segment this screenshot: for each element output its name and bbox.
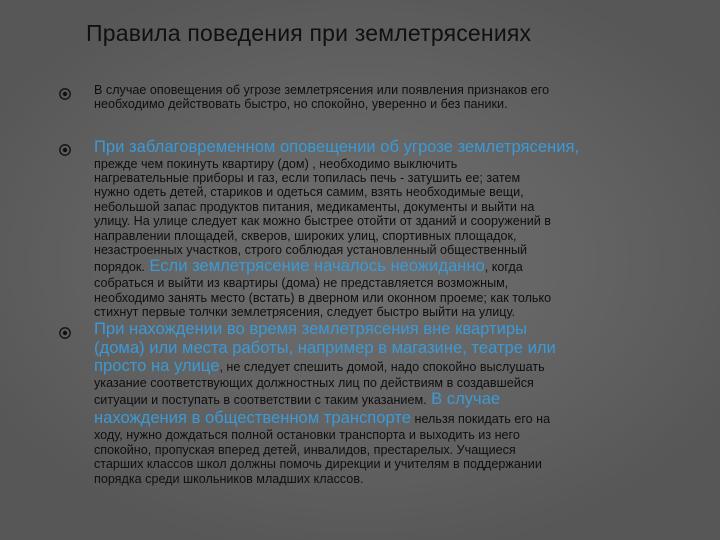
circled-dot-bullet-icon [58,87,72,101]
text-fragment: нельзя покидать его на [411,412,551,427]
text-line: улицу. На улице следует как можно быстрее отойти от зданий и сооружений в [94,214,551,229]
text-line: В случае оповещения об угрозе землетрясения или появления признаков его [94,83,550,97]
text-fragment: порядок. [94,260,145,275]
highlight-heading-line: (дома) или места работы, например в магазине, театре или [94,337,556,357]
highlight-phrase: просто на улице [94,356,220,375]
text-fragment: , когда [484,260,523,275]
text-line: спокойно, пропуская вперед детей, инвалидов, престарелых. Учащиеся [94,442,516,457]
text-line: нужно одеть детей, стариков и одеться самим, взять необходимые вещи, [94,185,524,200]
text-line: направлении площадей, скверов, широких улиц, спортивных площадок, [94,228,517,243]
bullet-text [94,83,694,112]
text-line: прежде чем покинуть квартиру (дом) , необходимо выключить [94,156,458,171]
slide-title: Правила поведения при землетрясениях [86,20,532,46]
highlight-phrase: нахождения в общественном транспорте [94,408,412,428]
text-line: стихнут первые толчки землетрясения, следует быстро выйти на улицу. [94,305,516,320]
highlight-heading: При заблаговременном оповещении об угрозе землетрясения, [94,137,580,156]
text-fragment: ситуации и поступать в соответствии с таким указанием. [94,393,427,408]
text-line: небольшой запас продуктов питания, медикаменты, документы и выйти на [94,199,535,214]
text-line: указание соответствующих должностных лиц по действиям в создавшейся [94,376,534,390]
text-fragment: , не следует спешить домой, надо спокойно выслушать [219,360,545,374]
highlight-phrase: Если землетрясение началось неожиданно [149,256,485,276]
text-line: ходу, нужно дождаться полной остановки транспорта и выходить из него [94,428,520,443]
text-line: необходимо действовать быстро, но спокойно, уверенно и без паники. [94,97,508,112]
circled-dot-bullet-icon [58,326,72,340]
text-line: необходимо занять место (встать) в дверном или оконном проеме; как только [94,290,552,305]
bullet-text [94,138,694,320]
circled-dot-bullet-icon [58,143,72,157]
text-line: нагревательные приборы и газ, если топилась печь - затушить ее; затем [94,170,521,185]
text-line: порядка среди школьников младших классов. [94,471,364,486]
bullet-text [94,320,694,486]
text-line: незастроенных участков, строго соблюдая установленный общественный [94,242,528,257]
text-line: старших классов школ должны помочь дирекции и учителям в поддержании [94,457,542,472]
highlight-phrase: В случае [431,389,501,409]
text-line: собраться и выйти из квартиры (дома) не представляется возможным, [94,276,509,291]
highlight-heading-line: При нахождении во время землетрясения вне квартиры [94,319,528,338]
